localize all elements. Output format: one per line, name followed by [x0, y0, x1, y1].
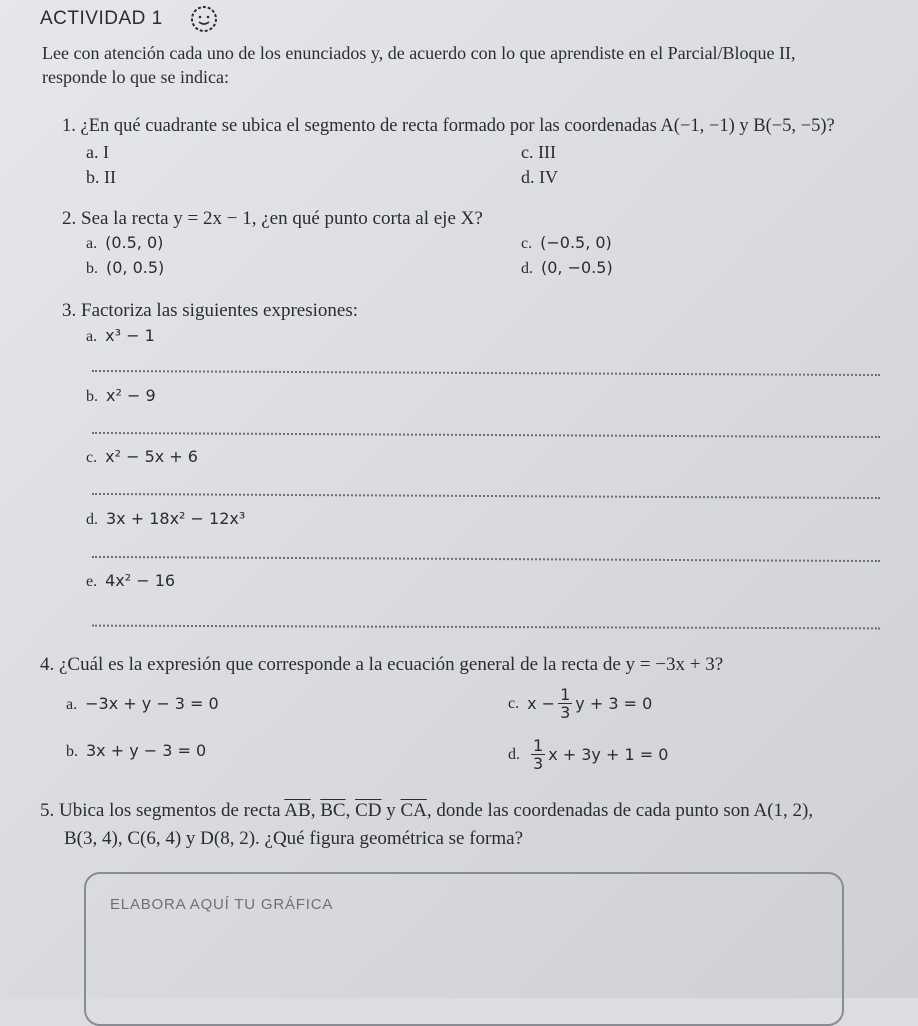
- option-value: (0, 0.5): [106, 258, 165, 277]
- q2-option-d: [521, 257, 613, 278]
- q4-option-b: [66, 740, 206, 761]
- item-label: d.: [86, 511, 98, 528]
- item-label: c.: [86, 449, 98, 466]
- option-value: (0.5, 0): [105, 233, 164, 252]
- q1-option-d: d. IV: [521, 167, 558, 187]
- item-label: b.: [86, 388, 98, 405]
- fraction: [531, 737, 545, 772]
- item-label: e.: [86, 573, 98, 590]
- fraction-denominator: 3: [560, 703, 571, 722]
- answer-line-e[interactable]: [92, 625, 880, 630]
- q1-option-c: c. III: [521, 142, 556, 162]
- option-expression: −3x + y − 3 = 0: [85, 694, 219, 713]
- question-3: 3. Factoriza las siguientes expresiones:: [62, 300, 359, 321]
- item-expression: 3x + 18x² − 12x³: [106, 509, 246, 528]
- q4-option-d: [508, 737, 668, 772]
- question-5-line-2: B(3, 4), C(6, 4) y D(8, 2). ¿Qué figura geométrica se forma?: [64, 828, 524, 849]
- q3-item-a: [86, 325, 155, 346]
- answer-line-b[interactable]: [92, 432, 880, 438]
- item-expression: x² − 9: [106, 386, 156, 405]
- question-1: 1. ¿En qué cuadrante se ubica el segmento de recta formado por las coordenadas A(−1, −1) y B(−5, −5)?: [62, 116, 835, 136]
- item-expression: x³ − 1: [105, 326, 155, 345]
- fraction-denominator: 3: [533, 754, 544, 773]
- answer-line-d[interactable]: [92, 556, 880, 562]
- segment-cd: $\overline{CD}$: [355, 800, 382, 821]
- q3-item-b: [86, 385, 156, 406]
- option-value: (0, −0.5): [541, 258, 613, 277]
- answer-line-c[interactable]: [92, 493, 880, 499]
- answer-line-a[interactable]: [92, 370, 880, 376]
- option-label: c.: [521, 235, 533, 252]
- option-label: d.: [521, 260, 533, 277]
- fraction-numerator: 1: [560, 685, 571, 704]
- fraction-numerator: 1: [533, 736, 544, 755]
- q2-option-a: [86, 232, 163, 253]
- question-5-line-1: 5. Ubica los segmentos de recta $\overline{AB}$, $\overline{BC}$, $\overline{CD}$ y $\overline{CA}$, donde las coordenadas de cada punto son A(1, 2),: [40, 800, 814, 821]
- q1-option-b: b. II: [86, 167, 116, 187]
- graph-area-label: ELABORA AQUÍ TU GRÁFICA: [110, 896, 334, 913]
- activity-title: ACTIVIDAD 1: [40, 8, 163, 29]
- fraction: [558, 686, 572, 721]
- option-label: b.: [66, 743, 78, 760]
- q5-suffix: , donde las coordenadas de cada punto son A(1, 2),: [426, 800, 814, 821]
- item-expression: 4x² − 16: [105, 571, 176, 590]
- option-value: (−0.5, 0): [540, 233, 612, 252]
- smiley-icon: [190, 5, 218, 33]
- q3-item-c: [86, 446, 198, 467]
- option-label: a.: [86, 235, 98, 252]
- segment-ca: $\overline{CA}$: [400, 800, 427, 821]
- q4-option-c: [508, 686, 652, 721]
- option-label: c.: [508, 694, 520, 712]
- q3-item-e: [86, 570, 175, 591]
- instructions-line-2: responde lo que se indica:: [42, 67, 229, 87]
- instructions-line-1: Lee con atención cada uno de los enunciados y, de acuerdo con lo que aprendiste en el Parcial/Bloque II,: [42, 43, 796, 63]
- option-label: a.: [66, 696, 78, 713]
- q2-option-c: [521, 232, 612, 253]
- item-label: a.: [86, 328, 98, 345]
- option-label: b.: [86, 260, 98, 277]
- option-expression-pre: x −: [527, 694, 556, 713]
- question-2: 2. Sea la recta y = 2x − 1, ¿en qué punto corta al eje X?: [62, 208, 483, 229]
- q1-option-a: a. I: [86, 142, 109, 162]
- option-expression-post: y + 3 = 0: [575, 694, 653, 713]
- q5-prefix: 5. Ubica los segmentos de recta: [40, 800, 281, 821]
- segment-ab: $\overline{AB}$: [284, 800, 311, 821]
- option-expression: 3x + y − 3 = 0: [86, 741, 207, 760]
- q4-option-a: [66, 693, 219, 714]
- q3-item-d: [86, 508, 245, 529]
- question-4: 4. ¿Cuál es la expresión que corresponde a la ecuación general de la recta de y = −3x + 3?: [40, 654, 724, 675]
- option-expression-post: x + 3y + 1 = 0: [548, 745, 669, 764]
- option-label: d.: [508, 745, 520, 763]
- q5-conjunction: y: [386, 800, 396, 821]
- q2-option-b: [86, 257, 164, 278]
- item-expression: x² − 5x + 6: [105, 447, 198, 466]
- segment-bc: $\overline{BC}$: [320, 800, 346, 821]
